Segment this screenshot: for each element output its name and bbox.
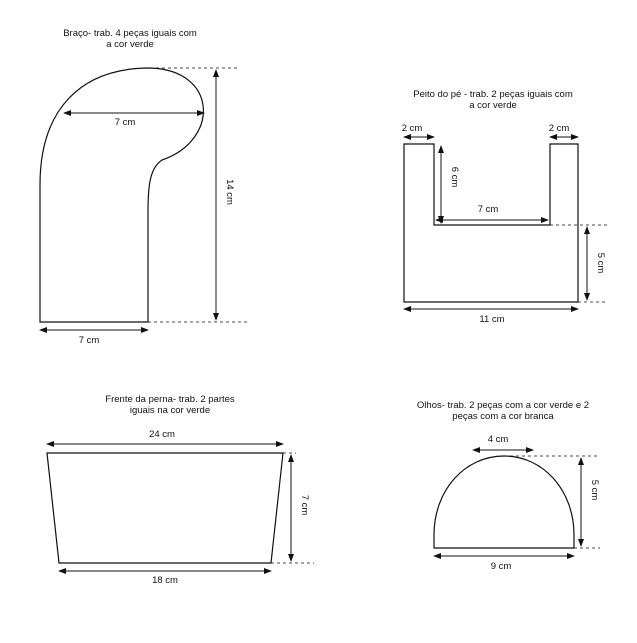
- foot-shape: [404, 144, 578, 302]
- eyes-piece: [434, 434, 600, 572]
- leg-top-width-label: 24 cm: [149, 429, 175, 440]
- foot-right-tab-label: 2 cm: [548, 123, 570, 134]
- leg-height-label: 7 cm: [299, 494, 310, 516]
- eyes-shape: [434, 456, 574, 548]
- foot-slot-width-label: 7 cm: [477, 204, 499, 215]
- arm-piece: [40, 68, 248, 346]
- foot-left-tab-label: 2 cm: [401, 123, 423, 134]
- arm-height-label: 14 cm: [224, 179, 235, 205]
- eyes-caption-line1: Olhos- trab. 2 peças com a cor verde e 2: [416, 400, 590, 411]
- leg-shape: [47, 453, 283, 563]
- arm-width-bottom-label: 7 cm: [78, 335, 100, 346]
- eyes-height-label: 5 cm: [589, 479, 600, 501]
- foot-base-height-label: 5 cm: [595, 252, 606, 274]
- arm-caption-line1: Braço- trab. 4 peças iguais com: [63, 28, 197, 39]
- eyes-top-width-label: 4 cm: [487, 434, 509, 445]
- leg-caption-line1: Frente da perna- trab. 2 partes: [105, 394, 235, 405]
- leg-caption-line2: iguais na cor verde: [129, 405, 211, 416]
- foot-caption-line2: a cor verde: [469, 100, 517, 111]
- arm-width-top-label: 7 cm: [114, 117, 136, 128]
- eyes-base-width-label: 9 cm: [490, 561, 512, 572]
- arm-caption-line2: a cor verde: [106, 39, 154, 50]
- foot-slot-depth-label: 6 cm: [449, 166, 460, 188]
- leg-bottom-width-label: 18 cm: [152, 575, 178, 586]
- foot-piece: [402, 123, 608, 325]
- foot-total-width-label: 11 cm: [479, 314, 505, 325]
- foot-caption-line1: Peito do pé - trab. 2 peças iguais com: [413, 89, 573, 100]
- arm-shape: [40, 68, 203, 322]
- eyes-caption-line2: peças com a cor branca: [452, 411, 554, 422]
- leg-piece: [47, 429, 314, 586]
